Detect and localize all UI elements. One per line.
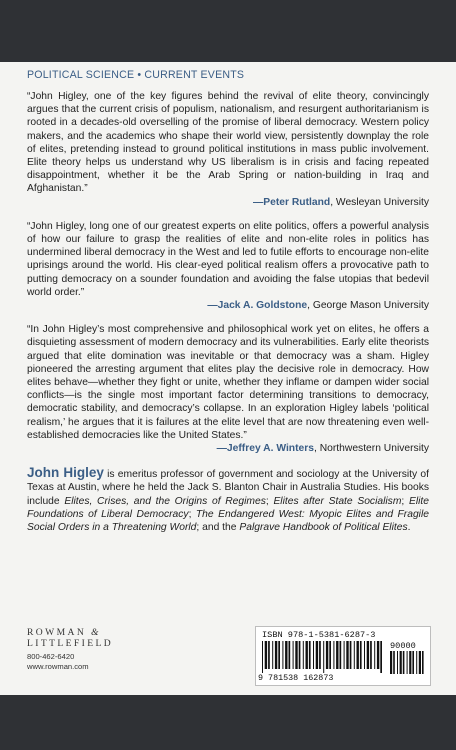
bio-author-name: John Higley [27,465,104,481]
barcode-bar [336,641,338,669]
barcode-digits: 9 781538 162873 [258,673,334,683]
barcode-bar [370,641,372,669]
barcode-bar [316,641,318,669]
bio-sep-4: ; and the [196,522,240,534]
back-cover-content [27,69,429,534]
price-code-bar [416,651,417,674]
blurb-affiliation-1: , Wesleyan University [330,196,429,208]
barcode-bar [360,641,362,669]
blurb-attribution-2 [27,299,429,312]
barcode-bar [350,641,352,669]
price-code-bar [409,651,411,674]
price-code-bar [412,651,414,674]
price-code: 90000 [390,641,416,651]
barcode-bar [282,641,283,669]
price-code-bar [403,651,405,674]
barcode-bar [295,641,297,669]
barcode-bar [313,641,314,669]
bio-sep-3: ; [188,508,196,520]
bio-sep-1: ; [265,495,274,507]
price-code-bar [407,651,408,674]
barcode-bar [374,641,375,669]
barcode-bar [265,641,267,669]
publisher-name-1: ROWMAN [27,627,87,638]
barcode-bar [268,641,270,669]
barcode-bar [340,641,342,669]
bio-book-5: Palgrave Handbook of Political Elites [239,522,408,534]
publisher-phone: 800-462-6420 [27,652,75,661]
bio-book-2: Elites after State Socialism [273,495,402,507]
blurb-author-1: —Peter Rutland [252,196,331,208]
blurb-affiliation-3: , Northwestern University [313,443,429,455]
price-code-bars [390,651,424,674]
bio-book-3: Elite Foundations of Liberal Democracy [27,495,429,520]
barcode-bar [299,641,301,669]
price-code-bar [422,651,424,674]
blurb-quote-1: “John Higley, one of the key figures behind the revival of elite theory, convincingly argues that the current crisis of populism, nationalism, and resurgent authoritarianism is rooted in a decades-old overselling of the promise of liberal democracy. Western policy makers, and the academics who shape their world view, persistently downplay the role of elites, pretending instead to ground political institutions in mass public involvement. Elite theory helps us understand why US liberalism is in crisis and facing repeated disappointment, whether it be the Arab Spring or nation-building in Iraq and Afghanistan.” [27,91,429,195]
barcode-bar [285,641,287,669]
barcode-bar [380,641,382,673]
bio-intro: is emeritus professor of government and sociology at the University of Texas at Austin, where he held the Jack S. Blanton Chair in Australia Studies. His books include [27,469,429,507]
barcode-bar [323,641,324,673]
bio-sep-2: ; [401,495,409,507]
bio-book-4: The Endangered West: Myopic Elites and Fragile Social Orders in a Threatening World [27,508,429,534]
isbn-barcode [255,626,431,686]
isbn-label: ISBN 978-1-5381-6287-3 [262,630,376,640]
barcode-bar [319,641,321,669]
barcode-bar [364,641,365,669]
barcode-bar [357,641,359,669]
publisher-ampersand: & [90,627,99,638]
blurb-affiliation-2: , George Mason University [307,300,429,312]
blurb-quote-3: “In John Higley’s most comprehensive and philosophical work yet on elites, he offers a disquieting assessment of modern democracy and its vulnerabilities. Early elite theorists argued that elite domination was inevitable or that democracy was a sham. Higley pioneered the arresting argument that elites play the decisive role in democracy. How elites behave—whether they fight or unite, whether they inflame or dampen wider social conflicts—is the single most important factor determining transitions to democracy, democratic stability, and democracy’s collapse. In an exploration Higley labels ‘political realism,’ he argues that it is failures at the elite level that are now threatening even well-established democracies like the United States.” [27,324,429,441]
barcode-bar [344,641,345,669]
barcode-bar [329,641,331,669]
blurb-author-2: —Jack A. Goldstone [207,300,308,312]
barcode-bar [333,641,334,669]
price-code-bar [400,651,402,674]
price-code-bar [419,651,421,674]
ean-barcode-bars [262,641,384,673]
author-bio [27,466,429,534]
barcode-bar [326,641,328,669]
blurb-author-3: —Jeffrey A. Winters [216,443,314,455]
barcode-bar [275,641,277,669]
price-code-bar [390,651,392,674]
barcode-bar [306,641,308,669]
blurb-quote-2: “John Higley, long one of our greatest experts on elite politics, offers a powerful analysis of how our failure to grasp the realities of elite and non-elite roles in politics has undermined liberal democracy in the West and led to futile efforts to encourage non-elite uprisings around the world. His clear-eyed political realism offers a provocative path to putting democracy on a sounder foundation and avoiding the false utopias that bedevil world order.” [27,220,429,298]
publisher-logo [27,627,113,672]
barcode-bar [262,641,263,673]
blurb-attribution-3 [27,442,429,455]
bio-end: . [407,522,411,534]
barcode-bar [303,641,304,669]
blurb-attribution-1 [27,196,429,209]
top-dark-band [0,0,456,62]
barcode-bar [309,641,311,669]
publisher-name-2: LITTLEFIELD [27,638,114,649]
barcode-bar [354,641,355,669]
barcode-bar [377,641,379,669]
barcode-bar [293,641,294,669]
category-label: POLITICAL SCIENCE • CURRENT EVENTS [27,69,245,81]
barcode-bar [346,641,348,669]
publisher-line-1 [27,627,113,638]
barcode-bar [278,641,280,669]
price-code-bar [397,651,398,674]
barcode-bar [289,641,291,669]
bottom-dark-band [0,695,456,750]
publisher-website: www.rowman.com [27,662,89,671]
bio-book-1: Elites, Crises, and the Origins of Regimes [64,495,266,507]
barcode-bar [367,641,369,669]
barcode-bar [272,641,273,669]
price-code-bar [393,651,395,674]
